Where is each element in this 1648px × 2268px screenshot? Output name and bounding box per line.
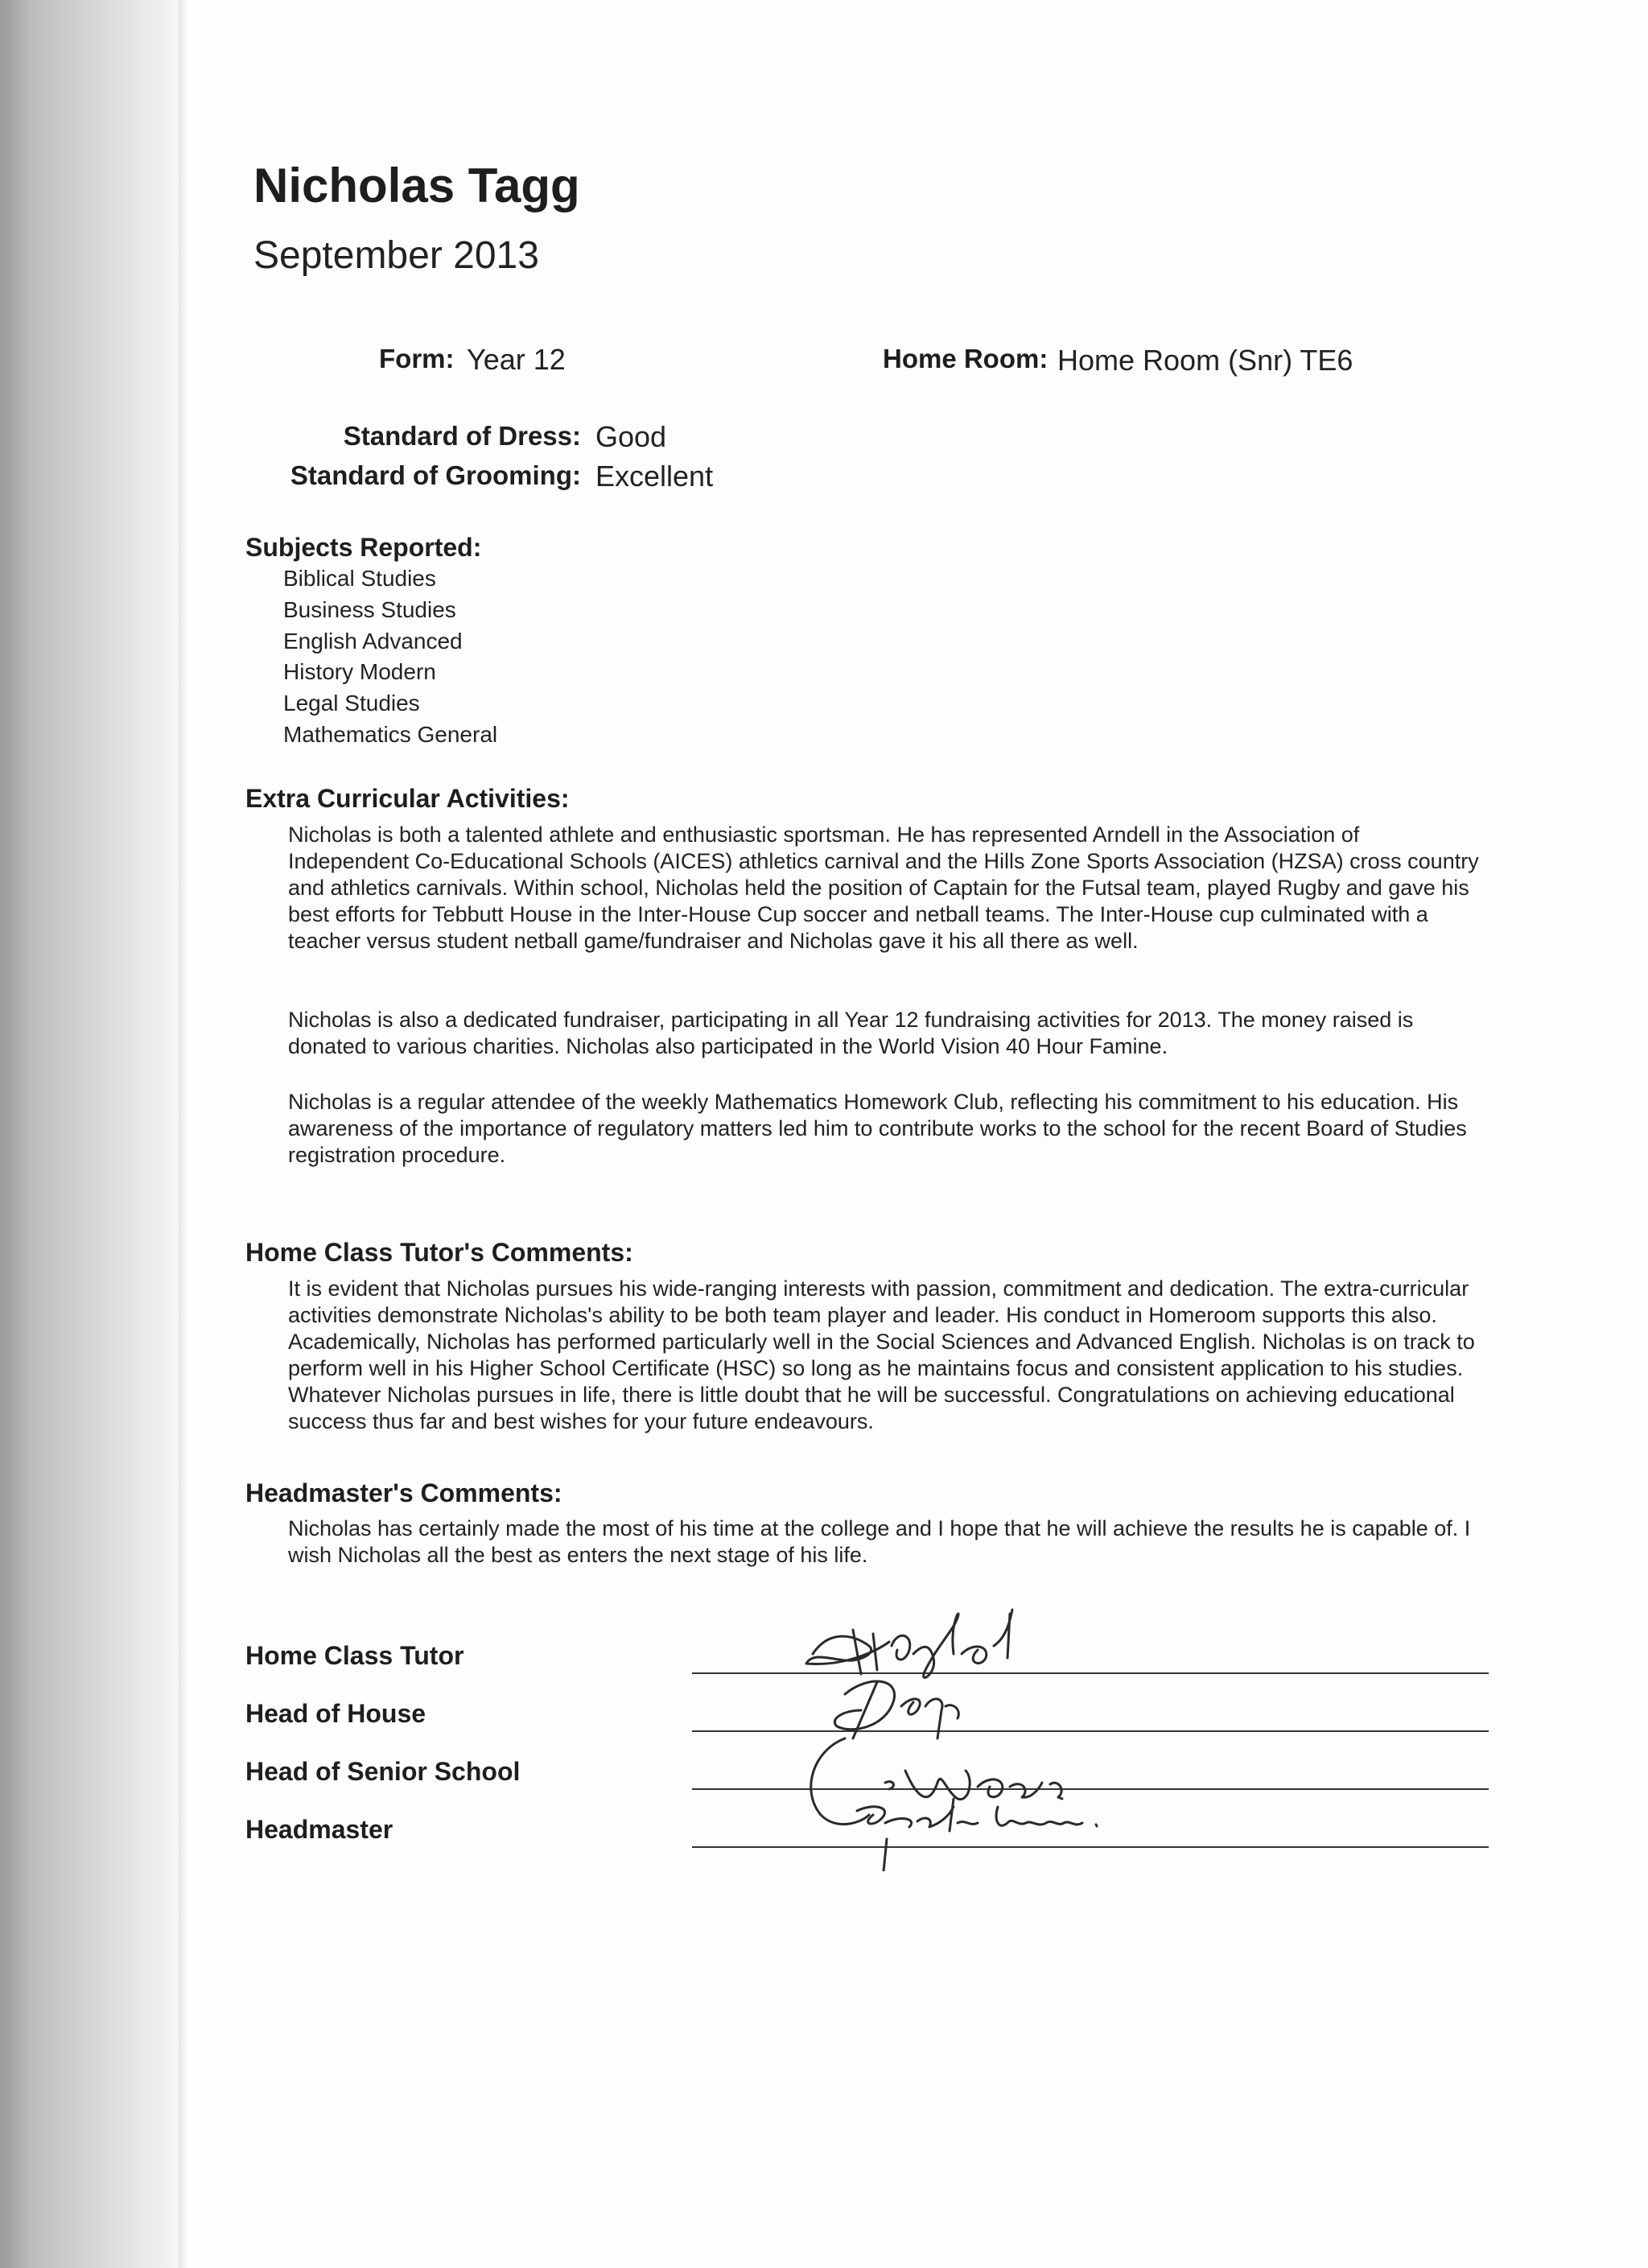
extra-curricular-paragraph-2: Nicholas is also a dedicated fundraiser, participating in all Year 12 fundraising activities for 2013. The money raised is donated to various charities. Nicholas also participated in the World Vision 40 Hour Famine. (288, 1008, 1414, 1058)
tutor-comments-text: It is evident that Nicholas pursues his wide-ranging interests with passion, commitment and dedication. The extra-curricular activities demonstrate Nicholas's ability to be both team player and leader. His conduct in Homeroom supports this also. Academically, Nicholas has performed particularly well in the Social Sciences and Advanced English. Nicholas is on track to perform well in his Higher School Certificate (HSC) so long as he maintains focus and consistent application to his studies. Whatever Nicholas pursues in life, there is little doubt that he will be successful. Congratulations on achieving educational success thus far and best wishes for your future endeavours. (288, 1276, 1475, 1433)
subject-item: History Modern (283, 659, 436, 685)
home-room-value: Home Room (Snr) TE6 (1057, 344, 1353, 377)
tutor-comments-heading: Home Class Tutor's Comments: (245, 1238, 633, 1267)
signature-label-head-of-house: Head of House (245, 1699, 426, 1728)
handwritten-signatures (797, 1598, 1215, 1871)
signature-label-home-class-tutor: Home Class Tutor (245, 1641, 464, 1670)
signature-home-class-tutor (806, 1610, 1012, 1677)
report-date: September 2013 (253, 234, 539, 277)
grooming-value: Excellent (595, 460, 714, 493)
extra-curricular-heading: Extra Curricular Activities: (245, 784, 570, 813)
subject-item: Legal Studies (283, 691, 420, 716)
book-binding-shadow (0, 0, 187, 2268)
headmaster-comments-heading: Headmaster's Comments: (245, 1478, 562, 1507)
signature-head-of-house (834, 1681, 958, 1738)
home-room-label: Home Room: (883, 344, 1049, 373)
extra-curricular-paragraph-1: Nicholas is both a talented athlete and enthusiastic sportsman. He has represented Arndell in the Association of Independent Co-Educational Schools (AICES) athletics carnival and the Hills Zone Sports Association (HZSA) cross country and athletics carnivals. Within school, Nicholas held the position of Captain for the Futsal team, played Rugby and gave his best efforts for Tebbutt House in the Inter-House Cup soccer and netball teams. The Inter-House cup culminated with a teacher versus student netball game/fundraiser and Nicholas gave it his all there as well. (288, 823, 1479, 953)
grooming-label: Standard of Grooming: (290, 460, 581, 490)
headmaster-comments-text: Nicholas has certainly made the most of his time at the college and I hope that he will achieve the results he is capable of. I wish Nicholas all the best as enters the next stage of his life. (288, 1516, 1471, 1567)
signature-label-head-of-senior-school: Head of Senior School (245, 1757, 521, 1786)
form-label: Form: (379, 344, 455, 373)
signature-label-headmaster: Headmaster (245, 1815, 393, 1844)
student-name: Nicholas Tagg (253, 159, 580, 212)
subject-item: Business Studies (283, 596, 456, 622)
form-value: Year 12 (467, 343, 566, 376)
page-edge-shadow (179, 0, 187, 2268)
dress-label: Standard of Dress: (343, 421, 581, 451)
subject-item: Mathematics General (283, 721, 498, 747)
dress-value: Good (595, 420, 667, 453)
subjects-list (283, 563, 497, 751)
extra-curricular-paragraph-3: Nicholas is a regular attendee of the weekly Mathematics Homework Club, reflecting his commitment to his education. His awareness of the importance of regulatory matters led him to contribute works to the school for the recent Board of Studies registration procedure. (288, 1090, 1467, 1167)
subject-item: English Advanced (283, 628, 463, 654)
signature-head-of-senior-school (811, 1738, 1062, 1825)
signature-headmaster (857, 1799, 1097, 1871)
subjects-heading: Subjects Reported: (245, 533, 482, 562)
subject-item: Biblical Studies (283, 566, 436, 591)
